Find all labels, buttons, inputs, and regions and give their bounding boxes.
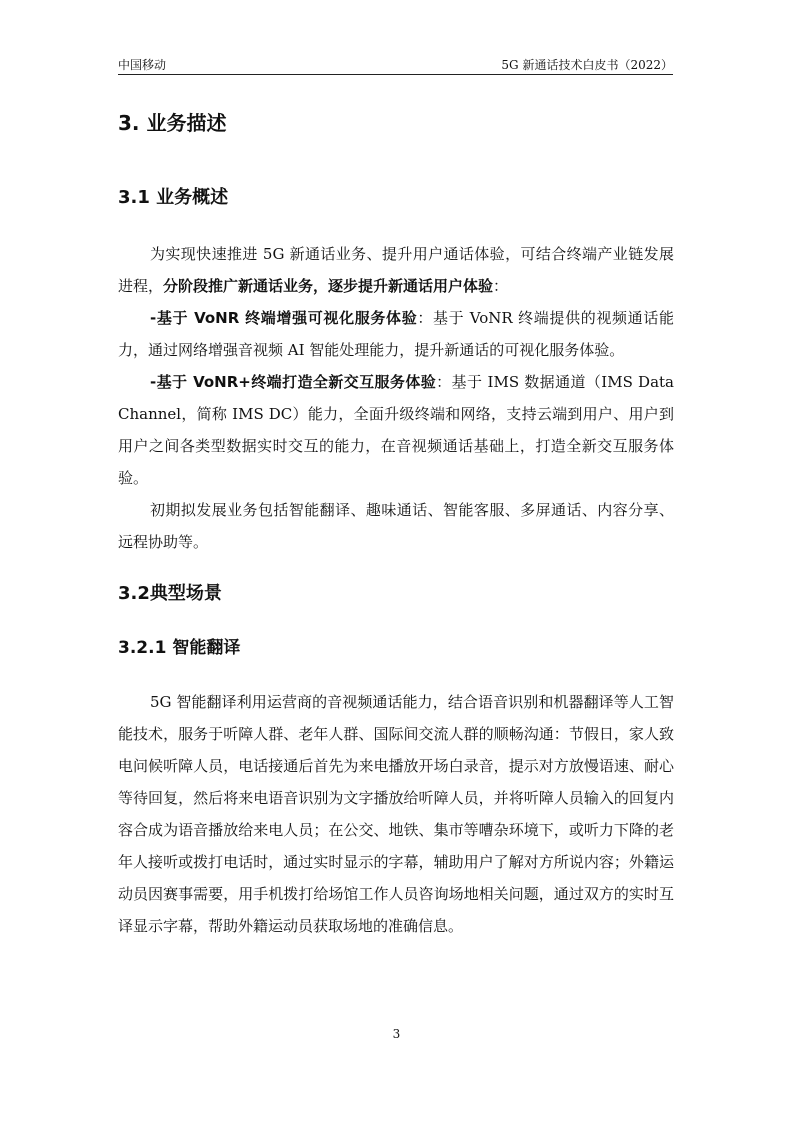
page-header xyxy=(118,52,673,75)
paragraph-overview: 为实现快速推进 5G 新通话业务、提升用户通话体验，可结合终端产业链发展进程，分阶段推广新通话业务，逐步提升新通话用户体验： xyxy=(118,245,674,295)
paragraph-initial-services: 初期拟发展业务包括智能翻译、趣味通话、智能客服、多屏通话、内容分享、远程协助等。 xyxy=(118,501,674,551)
subsection-title-3-2-1: 3.2.1 智能翻译 xyxy=(118,638,241,658)
page-number: 3 xyxy=(392,1027,401,1041)
header-doc-title: 5G 新通话技术白皮书（2022） xyxy=(501,58,673,72)
subsection-title-3-2: 3.2典型场景 xyxy=(118,583,222,604)
paragraph-smart-translation: 5G 智能翻译利用运营商的音视频通话能力，结合语音识别和机器翻译等人工智能技术，服务于听障人群、老年人群、国际间交流人群的顺畅沟通：节假日，家人致电问候听障人员，电话接通后首先为来电播放开场白录音，提示对方放慢语速、耐心等待回复，然后将来电语音识别为文字播放给听障人员，并将听障人员输入的回复内容合成为语音播放给来电人员；在公交、地铁、集市等嘈杂环境下，或听力下降的老年人接听或拨打电话时，通过实时显示的字幕，辅助用户了解对方所说内容；外籍运动员因赛事需要，用手机拨打给场馆工作人员咨询场地相关问题，通过双方的实时互译显示字幕，帮助外籍运动员获取场地的准确信息。 xyxy=(118,693,674,935)
paragraph-vonr: -基于 VoNR 终端增强可视化服务体验：基于 VoNR 终端提供的视频通话能力，通过网络增强音视频 AI 智能处理能力，提升新通话的可视化服务体验。 xyxy=(118,309,674,359)
page-content xyxy=(118,100,674,942)
header-org: 中国移动 xyxy=(118,58,167,72)
subsection-title-3-1: 3.1 业务概述 xyxy=(118,187,229,208)
section-title: 3. 业务描述 xyxy=(118,111,227,135)
paragraph-vonr-plus: -基于 VoNR+终端打造全新交互服务体验：基于 IMS 数据通道（IMS Data Channel，简称 IMS DC）能力，全面升级终端和网络，支持云端到用户、用户到用户之间各类型数据实时交互的能力，在音视频通话基础上，打造全新交互服务体验。 xyxy=(118,373,674,487)
